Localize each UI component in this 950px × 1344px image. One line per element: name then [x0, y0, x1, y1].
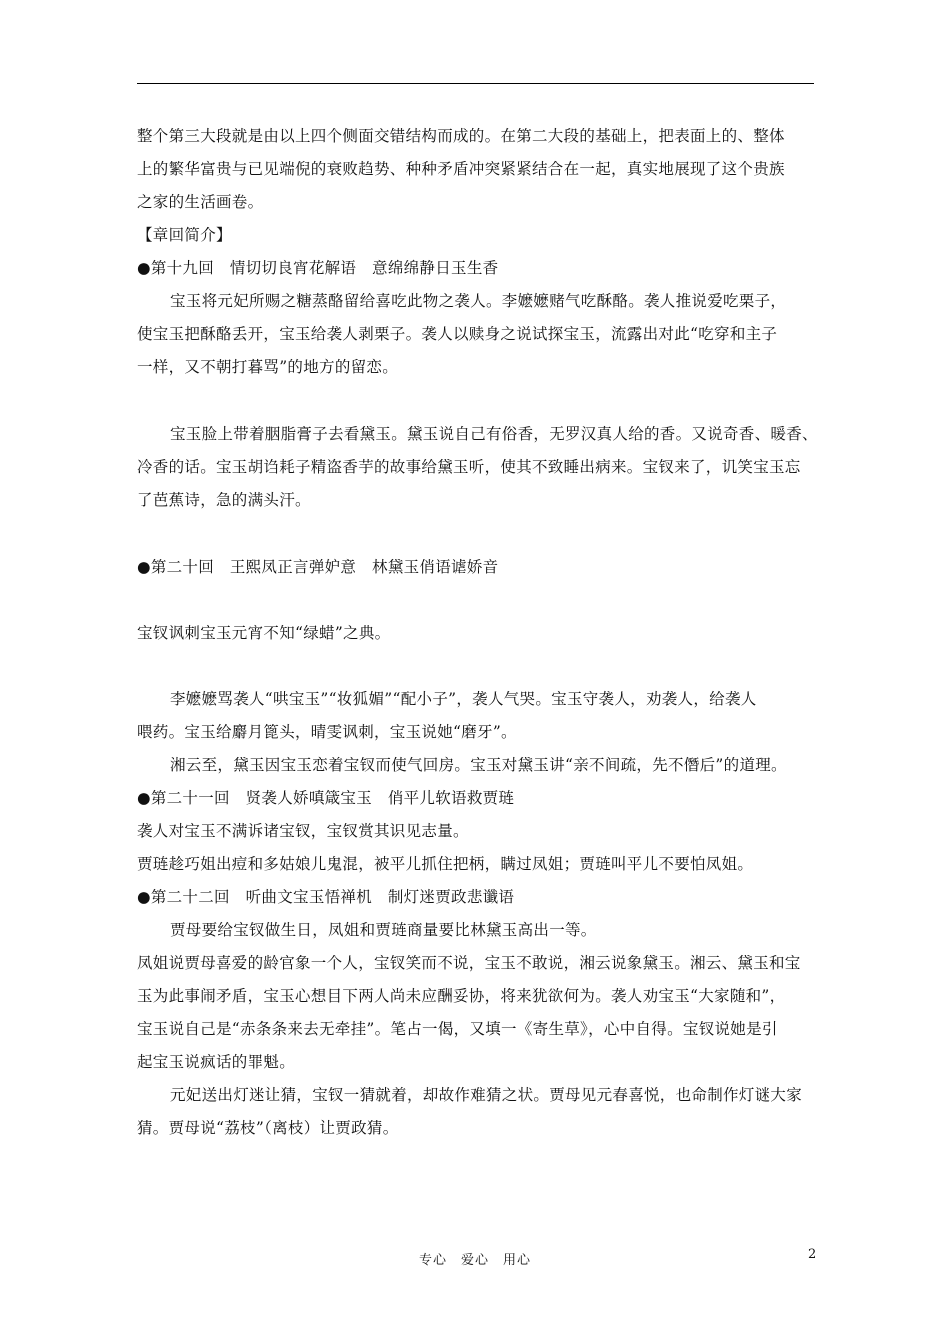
paragraph-line: 一样，又不朝打暮骂”的地方的留恋。	[137, 358, 399, 376]
page-number: 2	[808, 1247, 817, 1262]
paragraph-line: 贾琏趁巧姐出痘和多姑娘儿鬼混，被平儿抓住把柄，瞒过凤姐；贾琏叫平儿不要怕凤姐。	[137, 855, 754, 873]
paragraph-line: 李嬷嬷骂袭人“哄宝玉”“妆狐媚”“配小子”，袭人气哭。宝玉守袭人，劝袭人，给袭人	[170, 690, 757, 708]
paragraph-line: 上的繁华富贵与已见端倪的衰败趋势、种种矛盾冲突紧紧结合在一起，真实地展现了这个贵族	[137, 160, 785, 178]
paragraph-line: 玉为此事闹矛盾，宝玉心想目下两人尚未应酬妥协，将来犹欲何为。袭人劝宝玉“大家随和”，	[137, 987, 786, 1005]
paragraph-line: 宝玉说自己是“赤条条来去无牵挂”。笔占一偈，又填一《寄生草》，心中自得。宝钗说她是引	[137, 1020, 778, 1038]
paragraph-line: 冷香的话。宝玉胡诌耗子精盗香芋的故事给黛玉听，使其不致睡出病来。宝钗来了，讥笑宝玉忘	[137, 458, 801, 476]
paragraph-line: 喂药。宝玉给麝月篦头，晴雯讽刺，宝玉说她“磨牙”。	[137, 723, 517, 741]
paragraph-line: 元妃送出灯迷让猜，宝钗一猜就着，却故作难猜之状。贾母见元春喜悦，也命制作灯谜大家	[170, 1086, 803, 1104]
header-rule	[137, 83, 814, 84]
paragraph-line: 湘云至，黛玉因宝玉恋着宝钗而使气回房。宝玉对黛玉讲“亲不间疏，先不僭后”的道理。	[170, 756, 787, 774]
paragraph-line: 之家的生活画卷。	[137, 193, 264, 211]
section-heading: 【章回简介】	[137, 226, 232, 244]
paragraph-line: 宝玉脸上带着胭脂膏子去看黛玉。黛玉说自己有俗香，无罗汉真人给的香。又说奇香、暖香、	[170, 425, 818, 443]
paragraph-line: 使宝玉把酥酪丢开，宝玉给袭人剥栗子。袭人以赎身之说试探宝玉，流露出对此“吃穿和主子	[137, 325, 778, 343]
paragraph-line: 贾母要给宝钗做生日，凤姐和贾琏商量要比林黛玉高出一等。	[170, 921, 597, 939]
chapter-title: ●第二十一回 贤袭人娇嗔箴宝玉 俏平儿软语救贾琏	[137, 789, 515, 807]
paragraph-line: 了芭蕉诗，急的满头汗。	[137, 491, 311, 509]
paragraph-line: 凤姐说贾母喜爱的龄官象一个人，宝钗笑而不说，宝玉不敢说，湘云说象黛玉。湘云、黛玉和宝	[137, 954, 801, 972]
chapter-title: ●第二十回 王熙凤正言弹妒意 林黛玉俏语谑娇音	[137, 558, 499, 576]
paragraph-line: 整个第三大段就是由以上四个侧面交错结构而成的。在第二大段的基础上，把表面上的、整体	[137, 127, 785, 145]
paragraph-line: 袭人对宝玉不满诉诸宝钗，宝钗赏其识见志量。	[137, 822, 469, 840]
chapter-title: ●第十九回 情切切良宵花解语 意绵绵静日玉生香	[137, 259, 499, 277]
paragraph-line: 宝玉将元妃所赐之糖蒸酪留给喜吃此物之袭人。李嬷嬷赌气吃酥酪。袭人推说爱吃栗子，	[170, 292, 787, 310]
paragraph-line: 宝钗讽刺宝玉元宵不知“绿蜡”之典。	[137, 624, 391, 642]
paragraph-line: 起宝玉说疯话的罪魁。	[137, 1053, 296, 1071]
footer-text: 专心 爱心 用心	[418, 1253, 531, 1268]
paragraph-line: 猜。贾母说“荔枝”（离枝）让贾政猜。	[137, 1119, 399, 1137]
chapter-title: ●第二十二回 听曲文宝玉悟禅机 制灯迷贾政悲谶语	[137, 888, 515, 906]
